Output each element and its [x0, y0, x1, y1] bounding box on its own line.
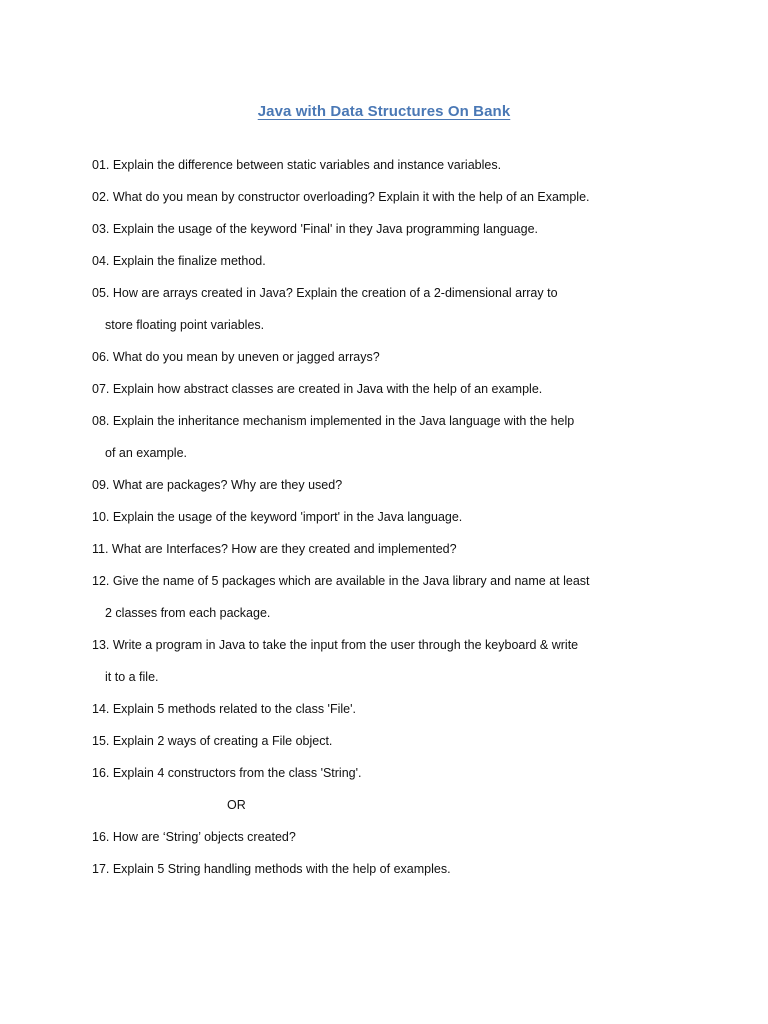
- question-10: 10. Explain the usage of the keyword 'import' in the Java language.: [92, 510, 463, 524]
- question-11: 11. What are Interfaces? How are they created and implemented?: [92, 542, 457, 556]
- question-12-continuation: 2 classes from each package.: [105, 606, 271, 620]
- question-01: 01. Explain the difference between static variables and instance variables.: [92, 158, 502, 172]
- question-15: 15. Explain 2 ways of creating a File object.: [92, 734, 333, 748]
- document-title: Java with Data Structures On Bank: [257, 103, 511, 120]
- question-05-continuation: store floating point variables.: [105, 318, 265, 332]
- question-02: 02. What do you mean by constructor overloading? Explain it with the help of an Example.: [92, 190, 590, 204]
- question-12: 12. Give the name of 5 packages which are available in the Java library and name at least: [92, 574, 590, 588]
- question-08-continuation: of an example.: [105, 446, 187, 460]
- question-16-alternate: 16. How are ‘String’ objects created?: [92, 830, 296, 844]
- or-separator: OR: [227, 798, 246, 812]
- question-08: 08. Explain the inheritance mechanism implemented in the Java language with the help: [92, 414, 575, 428]
- question-07: 07. Explain how abstract classes are created in Java with the help of an example.: [92, 382, 543, 396]
- question-09: 09. What are packages? Why are they used?: [92, 478, 343, 492]
- question-13-continuation: it to a file.: [105, 670, 159, 684]
- question-14: 14. Explain 5 methods related to the class 'File'.: [92, 702, 356, 716]
- question-03: 03. Explain the usage of the keyword 'Final' in they Java programming language.: [92, 222, 539, 236]
- question-13: 13. Write a program in Java to take the input from the user through the keyboard & write: [92, 638, 579, 652]
- question-06: 06. What do you mean by uneven or jagged arrays?: [92, 350, 380, 364]
- question-17: 17. Explain 5 String handling methods with the help of examples.: [92, 862, 451, 876]
- question-16: 16. Explain 4 constructors from the class 'String'.: [92, 766, 362, 780]
- question-04: 04. Explain the finalize method.: [92, 254, 266, 268]
- question-05: 05. How are arrays created in Java? Explain the creation of a 2-dimensional array to: [92, 286, 558, 300]
